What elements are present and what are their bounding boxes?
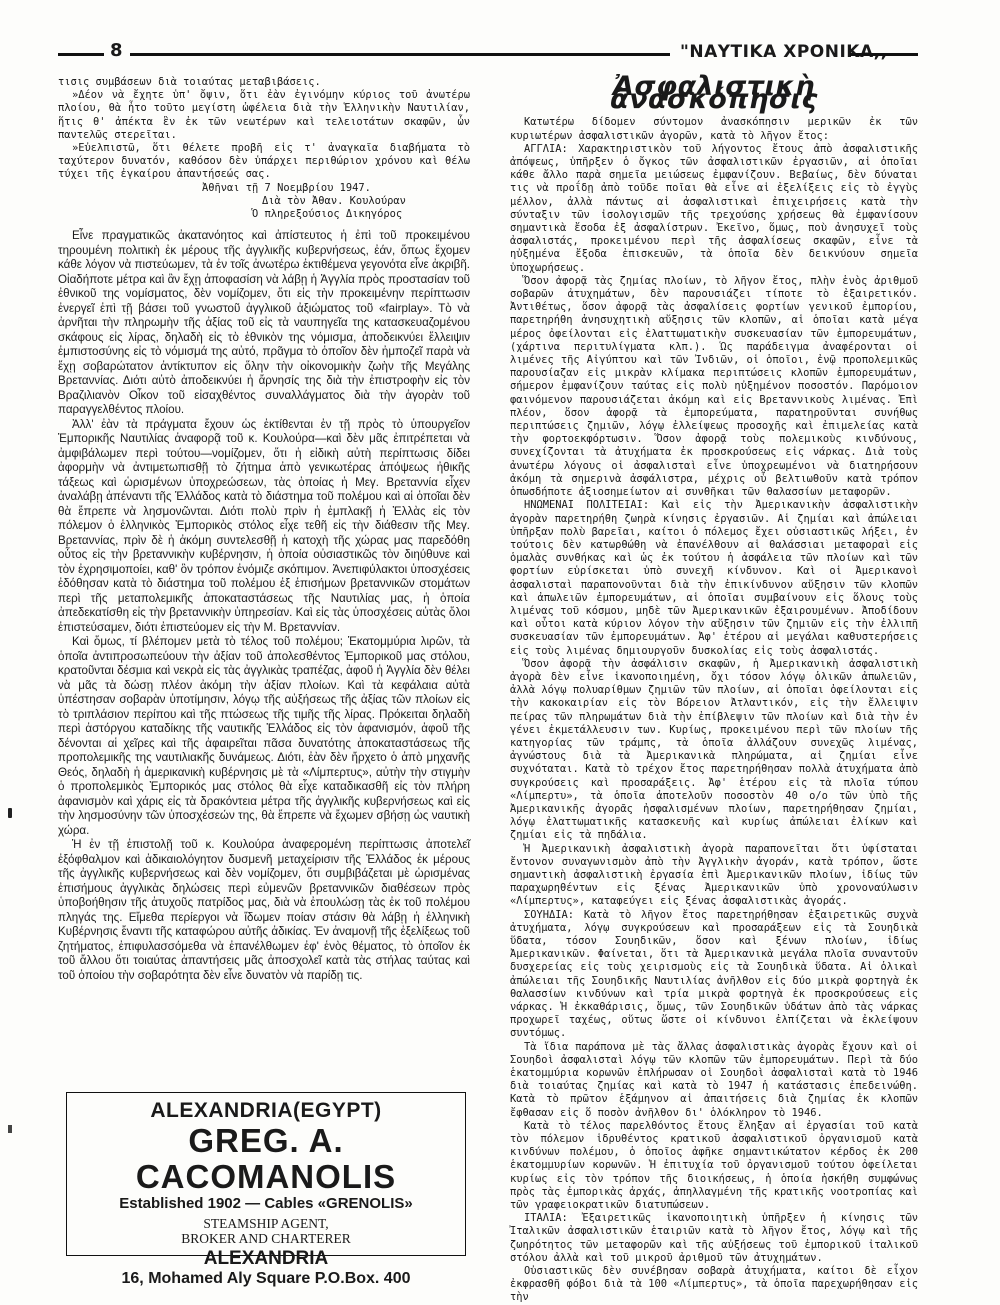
advertisement-cacomanolis — [66, 1092, 466, 1287]
header-rule-left — [58, 53, 104, 56]
article-paragraph: ΣΟΥΗΔΙΑ: Κατὰ τὸ λῆγον ἔτος παρετηρήθησαν ἐξαιρετικῶς συχνὰ ἀτυχήματα, λόγῳ συγκρούσεων καὶ προσαράξεων εἰς τὰ Σουηδικὰ ὕδατα, τόσον Σουηδικῶν, ὅσον καὶ ξένων πλοίων, ἰδίως Ἀμερικανικῶν. Φαίνεται, ὅτι τὰ Ἀμερικανικὰ μεγάλα πλοῖα συναντοῦν δυσχερείας εἰς τοὺς χειρισμοὺς εἰς τὰ Σουηδικὰ ὕδατα. Αἱ ὁλικαὶ ἀπώλειαι τῆς Σουηδικῆς Ναυτιλίας ἀνῆλθον εἰς δύο μικρὰ φορτηγὰ ἐκ θαλασσίων κινδύνων καὶ τρία μικρὰ φορτηγὰ ἐκ προσκρούσεως εἰς νάρκας. Ἡ ἐκκαθάρισις, ὅμως, τῶν Σουηδικῶν ὑδάτων ἀπὸ τὰς νάρκας προχωρεῖ ταχέως, οὕτως ὥστε οἱ κίνδυνοι ἐλπίζεται νὰ ἐκλείψουν συντόμως. — [510, 908, 918, 1040]
ad-city: ALEXANDRIA — [203, 1248, 329, 1269]
letter-date: Ἀθῆναι τῇ 7 Νοεμβρίου 1947. — [202, 181, 371, 194]
letter-signature-title: Ὁ πληρεξούσιος Δικηγόρος — [252, 208, 403, 221]
article-paragraph: Κατὰ τὸ τέλος παρελθόντος ἔτους ἔληξαν αἱ ἐργασίαι τοῦ κατὰ τὸν πόλεμον ἱδρυθέντος κρατικοῦ ἀσφαλιστικοῦ ὀργανισμοῦ κατὰ κινδύνων πολέμου, ὁ ὁποῖος ἀφῆκε σημαντικώτατον κέρδος ἐκ 200 ἑκατομμυρίων κορωνῶν. Ἡ ἐπιτυχία τοῦ ὀργανισμοῦ τούτου ὀφείλεται κυρίως εἰς τὸν τρόπον τῆς διοικήσεως, ἡ ὁποία ἠσκήθη συμφώνως πρὸς τὰς ἐμπορικὰς ἀρχάς, ἀπηλλαγμένη τῆς κρατικῆς νοοτροπίας καὶ τῶν γραφειοκρατικῶν διατυπώσεων. — [510, 1119, 918, 1212]
article-paragraph: Καὶ ὅμως, τί βλέπομεν μετὰ τὸ τέλος τοῦ πολέμου; Ἑκατομμύρια λιρῶν, τὰ ὁποῖα ἀντιπροσωπεύουν τὴν ἀξίαν τοῦ ἀπολεσθέντος Ἐμπορικοῦ μας στόλου, κρατοῦνται δέσμια καὶ νεκρὰ εἰς τὰς ἀγγλικὰς τραπέζας, ἀφοῦ ἡ Ἀγγλία δὲν θέλει νὰ μᾶς τὰ δώσῃ πλέον ἀκόμη τὴν ἀξίαν πλοίων. Καὶ τὰ κεφάλαια αὐτὰ ὑπέστησαν σοβαρὰν ὑποτίμησιν, λόγῳ τῆς αὐξήσεως τῆς ἀξίας τῶν πλοίων εἰς τὸ τριπλάσιον περίπου καὶ τῆς πτώσεως τῆς τιμῆς τῆς λίρας. Πρόκειται δηλαδὴ περὶ ἀστόργου καταδίκης τῆς ναυτικῆς Ἑλλάδος εἰς τὸν ἀφανισμόν, ἀφοῦ τῆς δένονται αἱ χεῖρες καὶ τῆς ἀφαιρεῖται πᾶσα δυνατότης ἀποκαταστάσεως τῆς προπολεμικῆς της ναυτιλιακῆς δυνάμεως. Διότι, ἐὰν δὲν ἤρχετο ὁ ἀπὸ μηχανῆς Θεός, δηλαδὴ ἡ ἀμερικανικὴ κυβέρνησις μὲ τὰ «Λίμπερτυς», αὐτὴν τὴν στιγμὴν ὁ προπολεμικὸς Ἐμπορικός μας στόλος θὰ εἶχε καταδικασθῆ εἰς τὸν πλήρη ἀφανισμὸν καὶ χάρις εἰς τὰ δρακόντεια μέτρα τῆς ἀγγλικῆς κυβερνήσεως καὶ εἰς τὴν λησμοσύνην τῶν ὑποσχέσεών της, θὰ ἔπρεπε νὰ ἔχωμεν σβήσῃ ὡς ναυτικὴ χώρα. — [58, 635, 470, 837]
header-rule-right — [850, 53, 918, 56]
letter-paragraph: »Εὐελπιστῶ, ὅτι θέλετε προβῆ εἰς τ' ἀναγκαῖα διαβήματα τὸ ταχύτερον δυνατόν, καθόσον δὲν ὑπάρχει περιθώριον χρόνου καὶ θέλω τύχει τῆς ἐγκαίρου ἀπαντήσεώς σας. — [58, 142, 470, 181]
article-paragraph: Ὅσον ἀφορᾷ τὴν ἀσφάλισιν σκαφῶν, ἡ Ἀμερικανικὴ ἀσφαλιστικὴ ἀγορὰ δὲν εἶνε ἱκανοποιημένη, ὄχι τόσον λόγῳ ὁλικῶν ἀπωλειῶν, ἀλλὰ λόγῳ πολυαρίθμων ζημιῶν τῶν πλοίων, αἱ ὁποῖαι ὀφείλονται εἰς τὴν κακοκαιρίαν εἰς τὸν Βόρειον Ἀτλαντικόν, εἰς τὴν ἔλλειψιν πείρας τῶν πληρωμάτων διὰ τὴν ἐπίβλεψιν τῶν πλοίων καὶ διὰ τὴν ἐν γένει ἐκμετάλλευσιν των. Κυρίως, προκειμένου περὶ τῶν πλοίων τῆς κατηγορίας τῶν τράμπς, τὰ ὁποῖα ἀλλάζουν συνεχῶς λιμένας, ἀγνώστους διὰ τὰ Ἀμερικανικὰ πληρώματα, αἱ ζημίαι εἶνε συχνόταται. Κατὰ τὸ τρέχον ἔτος παρετηρήθησαν πολλὰ ἀτυχήματα ἀπὸ συγκρούσεις καὶ προσαράξεις. Ἀφ' ἑτέρου εἰς τὰ πλοῖα τύπου «Λίμπερτυ», τὰ ὁποῖα ἀποτελοῦν ποσοστὸν 40 ο/ο τῶν ὑπὸ τῆς Ἀμερικανικῆς ἀγορᾶς ἠσφαλισμένων πλοίων, παρετηρήθησαν ζημίαι, λόγῳ ἐλαττωματικῆς κατασκευῆς καὶ κυρίως ἀπώλειαι ἐλίκων καὶ ζημίαι εἰς τὰ πηδάλια. — [510, 657, 918, 842]
letter-paragraph: »Δέον νὰ ἔχητε ὑπ' ὄψιν, ὅτι ἐὰν ἐγινόμην κύριος τοῦ ἀνωτέρω πλοίου, θὰ ἦτο τοῦτο μεγίστη ὠφέλεια διὰ τὴν Ἑλληνικὴν Ναυτιλίαν, ἥτις θ' ἀπέκτα ἓν ἐκ τῶν νεωτέρων καὶ τελειοτάτων σκαφῶν, ὧν παντελῶς στερεῖται. — [58, 89, 470, 141]
binding-mark — [8, 1125, 12, 1133]
left-column — [58, 76, 470, 983]
ad-company-name: GREG. A. CACOMANOLIS — [135, 1122, 397, 1195]
publication-title: "ΝΑΥΤΙΚΑ ΧΡΟΝΙΚΑ,, — [680, 42, 888, 62]
letter-paragraph: τισις συμβάσεων διὰ τοιαύτας μεταβιβάσεις. — [58, 76, 321, 88]
article-paragraph: ΙΤΑΛΙΑ: Ἐξαιρετικῶς ἱκανοποιητικὴ ὑπῆρξεν ἡ κίνησις τῶν Ἰταλικῶν ἀσφαλιστικῶν ἑταιριῶν κατὰ τὸ λῆγον ἔτος, λόγῳ καὶ τῆς ζωηρότητος τῶν μεταφορῶν καὶ τῆς αὐξήσεως τοῦ ἐμπορικοῦ ἰταλικοῦ στόλου ἀλλὰ καὶ τοῦ μικροῦ ἀριθμοῦ τῶν ἀτυχημάτων. — [510, 1212, 918, 1264]
ad-location: ALEXANDRIA(EGYPT) — [150, 1099, 382, 1122]
article-paragraph: Ἀλλ' ἐὰν τὰ πράγματα ἔχουν ὡς ἐκτίθενται ἐν τῇ πρὸς τὸ ὑπουργεῖον Ἐμπορικῆς Ναυτιλίας ἀναφορᾷ τοῦ κ. Κουλούρα—καὶ δὲν μᾶς ἐπιτρέπεται νὰ ἀμφιβάλωμεν περὶ τούτου—νομίζομεν, ὅτι ἡ εἰδικὴ αὐτὴ περίπτωσις δίδει ἀφορμὴν νὰ ἀντιμετωπισθῇ τὸ ζήτημα ἀπὸ γενικωτέρας ἀπόψεως ἠθικῆς τάξεως καὶ ὡρισμένων ὑποχρεώσεων, τὰς ὁποίας ἡ Μεγ. Βρεταννία εἶχεν ἀναλάβῃ ἀπέναντι τῆς Ἑλλάδος κατὰ τὸ διάστημα τοῦ πολέμου καὶ αἱ ὁποῖαι δὲν θὰ ἔπρεπε νὰ λησμονῶνται. Διότι πολὺ πρὶν ἡ ἐμπλακῇ ἡ Ἑλλὰς εἰς τὸν πόλεμον ὁ ἑλληνικὸς Ἐμπορικὸς στόλος εἶχε τεθῆ εἰς τὴν διάθεσιν τῆς Μεγ. Βρεταννίας, πρὶν δὲ ἡ ἀκόμη συντελεσθῇ ἡ κατοχὴ τῆς χώρας μας παρεδόθη οὗτος εἰς τὴν βρεταννικὴν κυβέρνησιν, ἡ ὁποία οὐσιαστικῶς τὸν διηύθυνε καὶ τὸν ἐχρησιμοποίει, καθ' ὃν τρόπον ἐνόμιζε σκόπιμον. Ἀνεπιφύλακτοι ὑποσχέσεις ἐδόθησαν κατὰ τὸ διάστημα τοῦ πολέμου ἐξ ἐπισήμων βρεταννικῶν στομάτων περὶ τῆς μεταπολεμικῆς ἀποκαταστάσεως τῆς Ναυτιλίας μας, ἡ ὁποία ἀπεδεκατίσθη εἰς τὴν βρεταννικὴν ὑπηρεσίαν. Καὶ εἰς τὰς ὑποσχέσεις αὐτὰς ὅλοι ἐπιστεύσαμεν, διότι ἐπιστεύομεν εἰς τὴν Μ. Βρεταννίαν. — [58, 417, 470, 634]
article-paragraph: Ἡ ἐν τῇ ἐπιστολῇ τοῦ κ. Κουλούρα ἀναφερομένη περίπτωσις ἀποτελεῖ ἐξόφθαλμον καὶ ἀδικαιολόγητον δυσμενῆ μεταχείρισιν τῆς Ἑλλάδος ἐκ μέρους τῆς ἀγγλικῆς κυβερνήσεως καὶ δὲν νομίζομεν, ὅτι συμβιβάζεται μὲ ὡρισμένας ἐπισήμους ἀγγλικὰς δηλώσεις περὶ εὐμενῶν βρεταννικῶν διαθέσεων πρὸς ὑποβοήθησιν τῆς ἀτυχοῦς πατρίδος μας, διὰ νὰ ἐπουλώσῃ τὰς ἐκ τοῦ πολέμου πληγάς της. Εἴμεθα περίεργοι νὰ ἴδωμεν ποίαν στάσιν θὰ λάβῃ ἡ ἑλληνικὴ Κυβέρνησις ἔναντι τῆς καταφώρου αὐτῆς ἀδικίας. Ἐν ἀναμονῇ τῆς ἐξελίξεως τοῦ ζητήματος, ἐπιφυλασσόμεθα νὰ ἐπανέλθωμεν ἐφ' ἑνὸς θέματος, τὸ ὁποῖον ἐκ τοῦ ἄλλου ὅτι τοιαύτας ἀπαντήσεις μᾶς ἀποσχολεῖ κατὰ τὰς στήλας ταύτας καὶ τοῦ ὁποίου τὴν σοβαρότητα δὲν εἶνε δυνατὸν νὰ παρίδῃ τις. — [58, 838, 470, 982]
binding-mark — [8, 808, 12, 818]
letter-signature-line: Διὰ τὸν Ἀθαν. Κουλούραν — [262, 194, 406, 207]
article-paragraph: ΑΓΓΛΙΑ: Χαρακτηριστικὸν τοῦ λήγοντος ἔτους ἀπὸ ἀσφαλιστικῆς ἀπόψεως, ὑπῆρξεν ὁ ὄγκος τῶν ἀσφαλιστικῶν ἐργασιῶν, αἱ ὁποῖαι κάθε ἄλλο παρὰ σημεῖα μειώσεως ἐμφανίζουν. Βεβαίως, δὲν δύναται τις νὰ προΐδῃ ἀπὸ τοῦδε ποῖαι θὰ εἶνε αἱ ἐξελίξεις εἰς τὸ ἐγγὺς μέλλον, ἀλλὰ πάντως αἱ ἀσφαλιστικαὶ ἐπιχειρήσεις κατὰ τὴν σύνταξιν τῶν ἰσολογισμῶν τῆς τρεχούσης χρήσεως θὰ ἐμφανίσουν σημαντικὰ ἔσοδα ἐξ ἀσφαλίστρων. Ἐκεῖνο, ὅμως, ποὺ ἀνησυχεῖ τοὺς ἀσφαλιστάς, προκειμένου περὶ τῆς ἀσφαλίσεως σκαφῶν, εἶνε τὰ ηὐξημένα ἔξοδα ἐπισκευῶν, τὰ ὁποῖα δὲν δεικνύουν σημεῖα ὑποχωρήσεως. — [510, 142, 918, 274]
article-paragraph: Κατωτέρω δίδομεν σύντομον ἀνασκόπησιν μερικῶν ἐκ τῶν κυριωτέρων ἀσφαλιστικῶν ἀγορῶν, κατὰ τὸ λῆγον ἔτος: — [510, 116, 918, 142]
article-paragraph: Εἶνε πραγματικῶς ἀκατανόητος καὶ ἀπίστευτος ἡ ἐπὶ τοῦ προκειμένου τηρουμένη πολιτικὴ ἐκ μέρους τῆς ἀγγλικῆς κυβερνήσεως, ἐάν, ὅπως ἔχομεν κάθε λόγον νὰ πιστεύωμεν, τὰ ἐν τοῖς ἀνωτέρω ἐκτιθέμενα γεγονότα εἶνε ἀκριβῆ. Οἱαδήποτε μέτρα καὶ ἂν ἔχῃ ἀποφασίση νὰ λάβῃ ἡ Ἀγγλία πρὸς προστασίαν τοῦ ἐθνικοῦ της νομίσματος, δὲν νομίζομεν, ὅτι εἰς τὴν προκειμένην περίπτωσιν ἐνεργεῖ ἐπὶ τῇ βάσει τοῦ γνωστοῦ ἀγγλικοῦ ἀξιώματος τοῦ «fairplay». Τὸ νὰ ἀρνῆται τὴν πληρωμὴν τῆς ἀξίας τοῦ εἰς τὰ ναυπηγεῖα της κατασκευαζομένου σκάφους εἰς λίρας, δηλαδὴ εἰς τὸ ἐθνικὸν της νόμισμα, ἀποδεικνύει ἔλλειψιν ἐμπιστοσύνης εἰς τὸ νόμισμά της αὐτό, πρᾶγμα τὸ ὁποῖον δὲν ἠμποζεῖ παρὰ νὰ ἔχῃ σοβαρώτατον ἀντίκτυπον εἰς ὅλην τὴν οἰκονομικὴν ζωὴν τῆς Μεγάλης Βρεταννίας. Διότι αὐτὸ ἀποδεικνύει ἡ ἄρνησίς της διὰ τὴν ἐπιστροφὴν εἰς τὸν Βραζιλιανὸν Οἶκον τοῦ εἰσαχθέντος συναλλάγματος διὰ τὴν ἀγορὰν τοῦ παραγγελθέντος πλοίου. — [58, 229, 470, 417]
article-paragraph: Τὰ ἴδια παράπονα μὲ τὰς ἄλλας ἀσφαλιστικὰς ἀγορὰς ἔχουν καὶ οἱ Σουηδοὶ ἀσφαλισταὶ λόγῳ τῶν κλοπῶν τῶν ἐμπορευμάτων. Περὶ τὰ δύο ἑκατομμύρια κορωνῶν ἐπλήρωσαν οἱ Σουηδοὶ ἀσφαλισταὶ κατὰ τὸ 1946 διὰ τοιαύτας ζημίας καὶ κατὰ τὸ 1947 ἡ κατάστασις ἐπεδεινώθη. Κατὰ τὸ πρῶτον ἑξάμηνον αἱ ἀπαιτήσεις διὰ ζημίας ἐκ κλοπῶν ἔφθασαν εἰς ὅ ποσὸν ἀνῆλθον δι' ὁλόκληρον τὸ 1946. — [510, 1040, 918, 1119]
ad-service-2: BROKER AND CHARTERER — [181, 1231, 351, 1246]
page-number: 8 — [110, 40, 123, 61]
article-paragraph: Ἡ Ἀμερικανικὴ ἀσφαλιστικὴ ἀγορὰ παραπονεῖται ὅτι ὑφίσταται ἔντονον συναγωνισμὸν ἀπὸ τὴν Ἀγγλικὴν ἀγοράν, κατὰ τρόπον, ὥστε σημαντικὴ ἀσφαλιστικὴ ἐργασία ἐπὶ Ἀμερικανικῶν πλοίων, ἰδίως τῶν παραχωρηθέντων εἰς ξένας Ἀμερικανικῶν ὑπὸ χρονοναύλωσιν «Λίμπερτυς», καταφεύγει εἰς ξένας ἀσφαλιστικὰς ἀγοράς. — [510, 842, 918, 908]
article-paragraph: ΗΝΩΜΕΝΑΙ ΠΟΛΙΤΕΙΑΙ: Καὶ εἰς τὴν Ἀμερικανικὴν ἀσφαλιστικὴν ἀγορὰν παρετηρήθη ζωηρὰ κίνησις ἐργασιῶν. Αἱ ζημίαι καὶ ἀπώλειαι ὑπῆρξαν πολὺ βαρεῖαι, καίτοι ὁ πόλεμος ἔχει οὐσιαστικῶς λήξει, ἐν τούτοις δὲν κατωρθώθη νὰ ἐπανέλθουν αἱ θαλάσσιαι μεταφοραὶ εἰς ὁμαλὰς συνθήκας καὶ ὡς ἐκ τούτου ἡ ἀσφάλεια τῶν πλοίων καὶ τῶν φορτίων εὑρίσκεται ὑπὸ συνεχῆ κίνδυνον. Καὶ οἱ Ἀμερικανοὶ ἀσφαλισταὶ παραπονοῦνται διὰ τὴν ἐπικίνδυνον αὔξησιν τῶν κλοπῶν καὶ ἀπωλειῶν ἐμπορευμάτων, αἱ ὁποῖαι συμβαίνουν εἰς ὅλους τοὺς λιμένας τοῦ κόσμου, μηδὲ τῶν Ἀμερικανικῶν ἐξαιρουμένων. Ἀποδίδουν καὶ οὗτοι κατὰ κύριον λόγον τὴν αὔξησιν τῶν ζημιῶν εἰς τὴν ἐλλιπῆ συσκευασίαν τῶν ἐμπορευμάτων. Ἀφ' ἑτέρου αἱ μεγάλαι καθυστερήσεις εἰς τοὺς λιμένας δημιουργοῦν δυσκολίας εἰς τοὺς ἀσφαλιστάς. — [510, 499, 918, 657]
ad-service-1: STEAMSHIP AGENT, — [203, 1216, 329, 1231]
ad-address: 16, Mohamed Aly Square P.O.Box. 400 — [121, 1270, 411, 1287]
page-header — [58, 40, 918, 70]
ad-established: Established 1902 — Cables «GRENOLIS» — [119, 1195, 413, 1212]
article-paragraph: Ὅσον ἀφορᾷ τὰς ζημίας πλοίων, τὸ λῆγον ἔτος, πλὴν ἑνὸς ἀριθμοῦ σοβαρῶν ἀτυχημάτων, δὲν παρουσιάζει τίποτε τὸ ἐξαιρετικόν. Ἀντιθέτως, ὅσον ἀφορᾷ τὰς ἀσφαλίσεις φορτίων γενικοῦ ἐμπορίου, παρετηρήθη ἀνησυχητικὴ αὔξησις τῶν κλοπῶν, αἱ ὁποῖαι κατὰ μέγα μέρος ὀφείλονται εἰς ἐλαττωματικὴν συσκευασίαν τῶν ἐμπορευμάτων, (χάρτινα περιτυλίγματα κλπ.). Ὡς παράδειγμα ἀναφέρονται οἱ λιμένες τῆς Αἰγύπτου καὶ τῶν Ἰνδιῶν, οἱ ὁποῖοι, ἐνῷ προπολεμικῶς παρουσίαζαν εἰς μικρὰν κλίμακα περιπτώσεις κλοπῶν ἐμπορευμάτων, σήμερον ἐμφανίζουν ταύτας εἰς πολὺ ηὐξημένον ποσοστόν. Παρόμοιον φαινόμενον παρουσιάζεται ἀκόμη καὶ εἰς Βρεταννικοὺς λιμένας. Ἐπὶ πλέον, ὅσον ἀφορᾷ τὰ ἐμπορεύματα, παρατηροῦνται συνήθως περιπτώσεις ζημιῶν, λόγῳ ἐλλείψεως προσοχῆς καὶ ἐπιμελείας κατὰ τὴν φορτοεκφόρτωσιν. Ὅσον ἀφορᾷ τοὺς πολεμικοὺς κινδύνους, συνεχίζονται τὰ ἀτυχήματα ἐκ προσκρούσεως εἰς νάρκας. Διὰ τοὺς ἀνωτέρω λόγους οἱ ἀσφαλισταὶ εἶνε ὑποχρεωμένοι νὰ διατηρήσουν ἀκόμη τὰ σημερινὰ ἀσφάλιστρα, μέχρις οὗ βελτιωθοῦν κατὰ τρόπον ὁπωσδήποτε ἀξιοσημείωτον αἱ συνθῆκαι τῶν θαλασσίων μεταφορῶν. — [510, 274, 918, 499]
header-rule-middle — [130, 53, 670, 56]
letter-excerpt — [58, 76, 470, 221]
article-paragraph: Οὐσιαστικῶς δὲν συνέβησαν σοβαρὰ ἀτυχήματα, καίτοι δὲ εἶχον ἐκφρασθῆ φόβοι διὰ τὰ 100 «Λίμπερτυς», τὰ ὁποῖα παρεχωρήθησαν εἰς τὴν — [510, 1265, 918, 1304]
article-title: Ἀσφαλιστικὴ ἀνασκόπησις — [610, 71, 818, 116]
article-body — [58, 229, 470, 983]
right-column — [510, 71, 918, 1305]
